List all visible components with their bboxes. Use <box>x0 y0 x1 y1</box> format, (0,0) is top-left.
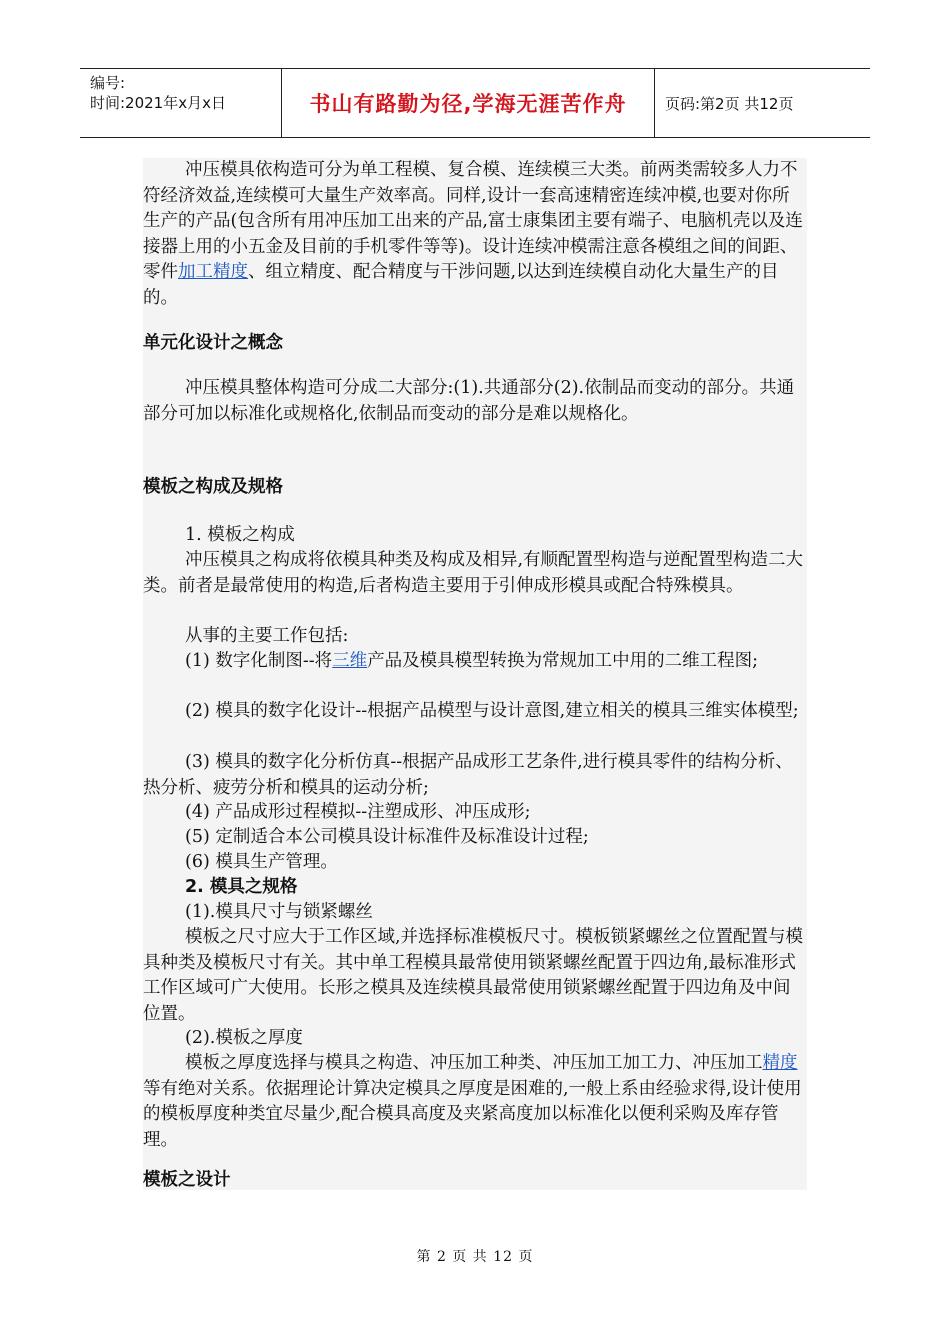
subheading-thickness: (2).模板之厚度 <box>185 1028 303 1048</box>
subheading-template-composition: 1. 模板之构成 <box>185 525 295 545</box>
page-footer: 第 2 页 共 12 页 <box>416 1249 534 1265</box>
paragraph-intro <box>143 158 807 311</box>
header-meta <box>80 69 282 137</box>
list-item-5: (5) 定制适合本公司模具设计标准件及标准设计过程; <box>185 827 589 847</box>
number-label: 编号: <box>90 74 126 92</box>
heading-unit-design: 单元化设计之概念 <box>143 333 283 353</box>
paragraph-main-work: 从事的主要工作包括: <box>185 626 349 646</box>
document-body <box>143 158 807 1190</box>
heading-template-composition: 模板之构成及规格 <box>143 477 283 497</box>
link-3d[interactable]: 三维 <box>332 651 368 671</box>
paragraph-structure: 冲压模具整体构造可分成二大部分:(1).共通部分(2).依制品而变动的部分。共通部分可加以标准化或规格化,依制品而变动的部分是难以规格化。 <box>143 378 795 424</box>
list-item-text: (1) 数字化制图--将 <box>185 651 333 671</box>
list-item-4: (4) 产品成形过程模拟--注塑成形、冲压成形; <box>185 802 531 822</box>
subheading-mold-spec: 2. 模具之规格 <box>185 877 298 897</box>
page-header <box>80 68 870 138</box>
paragraph-composition: 冲压模具之构成将依模具种类及构成及相异,有顺配置型构造与逆配置型构造二大类。前者是最常使用的构造,后者构造主要用于引伸成形模具或配合特殊模具。 <box>143 550 804 596</box>
paragraph-text: 、组立精度、配合精度与干涉问题,以达到连续模自动化大量生产的目的。 <box>143 262 779 308</box>
list-item-1 <box>143 649 807 675</box>
heading-template-design: 模板之设计 <box>143 1170 231 1190</box>
paragraph-text: 等有绝对关系。依据理论计算决定模具之厚度是困难的,一般上系由经验求得,设计使用的模板厚度种类宜尽量少,配合模具高度及夹紧高度加以标准化以便利采购及库存管理。 <box>143 1078 802 1150</box>
list-item-text: 产品及模具模型转换为常规加工中用的二维工程图; <box>367 651 759 671</box>
link-precision[interactable]: 精度 <box>762 1053 798 1073</box>
list-item-2: (2) 模具的数字化设计--根据产品模型与设计意图,建立相关的模具三维实体模型; <box>185 701 799 721</box>
paragraph-text: 冲压模具依构造可分为单工程模、复合模、连续模三大类。前两类需较多人力不符经济效益,连续模可大量生产效率高。同样,设计一套高速精密连续冲模,也要对你所生产的产品(包含所有用冲压加工出来的产品,富士康集团主要有端子、电脑机壳以及连接器上用的小五金及目前的手机零件等等)。设计连续冲模需注意各模组之间的间距、零件 <box>143 160 803 282</box>
paragraph-thickness <box>143 1051 807 1153</box>
paragraph-text: 模板之厚度选择与模具之构造、冲压加工种类、冲压加工加工力、冲压加工 <box>185 1053 763 1073</box>
list-item-6: (6) 模具生产管理。 <box>185 852 338 872</box>
list-item-3: (3) 模具的数字化分析仿真--根据产品成形工艺条件,进行模具零件的结构分析、热分析、疲劳分析和模具的运动分析; <box>143 752 793 798</box>
header-page-info: 页码:第2页 共12页 <box>665 94 794 113</box>
header-motto: 书山有路勤为径,学海无涯苦作舟 <box>282 69 655 137</box>
link-machining-precision[interactable]: 加工精度 <box>178 262 248 282</box>
time-label: 时间:2021年x月x日 <box>90 94 226 112</box>
subheading-size-screws: (1).模具尺寸与锁紧螺丝 <box>185 902 373 922</box>
paragraph-size-screws: 模板之尺寸应大于工作区域,并选择标准模板尺寸。模板锁紧螺丝之位置配置与模具种类及模板尺寸有关。其中单工程模具最常使用锁紧螺丝配置于四边角,最标准形式工作区域可广大使用。长形之模具及连续模具最常使用锁紧螺丝配置于四边角及中间位置。 <box>143 927 804 1024</box>
